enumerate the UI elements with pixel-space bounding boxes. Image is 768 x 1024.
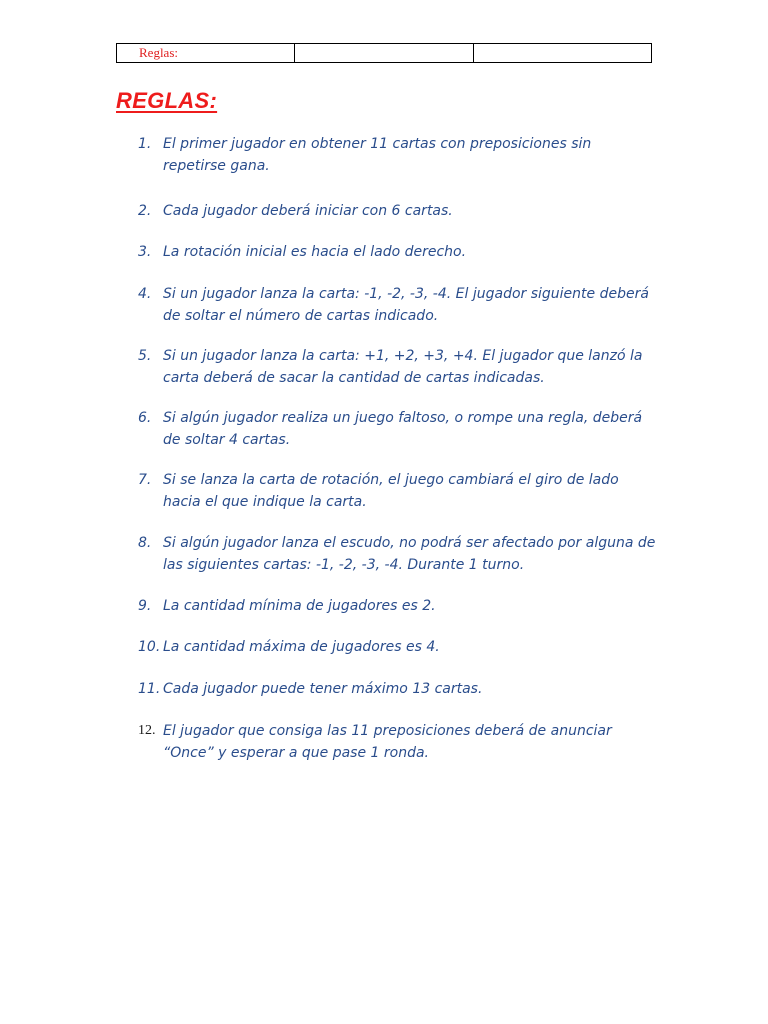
rule-item-7 (138, 469, 658, 513)
rule-text: La cantidad mínima de jugadores es 2. (163, 598, 436, 614)
rule-item-3 (138, 241, 658, 263)
rule-number: 10. (138, 639, 161, 655)
rule-item-9 (138, 595, 658, 617)
rule-number: 9. (138, 598, 152, 614)
rule-item-4 (138, 283, 658, 327)
rule-number: 4. (138, 286, 152, 302)
rule-number: 3. (138, 244, 152, 260)
header-cell-reglas: Reglas: (117, 44, 295, 63)
rule-text: La cantidad máxima de jugadores es 4. (163, 639, 440, 655)
rule-text: El primer jugador en obtener 11 cartas con preposiciones sin repetirse gana. (163, 136, 592, 174)
rule-text: Si se lanza la carta de rotación, el juego cambiará el giro de lado hacia el que indique la carta. (163, 472, 619, 510)
rule-text: Si un jugador lanza la carta: +1, +2, +3, +4. El jugador que lanzó la carta deberá de sacar la cantidad de cartas indicadas. (163, 348, 643, 386)
rule-item-8 (138, 532, 658, 576)
rule-number: 2. (138, 203, 152, 219)
rule-text: La rotación inicial es hacia el lado derecho. (163, 244, 467, 260)
rule-item-11 (138, 678, 658, 700)
rule-number: 6. (138, 410, 152, 426)
rules-heading: REGLAS: (116, 88, 218, 113)
rule-item-2 (138, 200, 658, 222)
rule-text: Si algún jugador lanza el escudo, no podrá ser afectado por alguna de las siguientes cartas: -1, -2, -3, -4. Durante 1 turno. (163, 535, 656, 573)
rule-text: Cada jugador deberá iniciar con 6 cartas. (163, 203, 453, 219)
rule-item-6 (138, 407, 658, 451)
rule-item-5 (138, 345, 658, 389)
rule-text: Cada jugador puede tener máximo 13 cartas. (163, 681, 483, 697)
rule-text: Si algún jugador realiza un juego faltoso, o rompe una regla, deberá de soltar 4 cartas. (163, 410, 643, 448)
rule-number: 8. (138, 535, 152, 551)
rule-item-1 (138, 133, 658, 177)
rule-number: 12. (138, 723, 156, 738)
rule-item-12 (138, 720, 658, 764)
rule-item-10 (138, 636, 658, 658)
rule-number: 11. (138, 681, 161, 697)
rule-number: 7. (138, 472, 152, 488)
rule-number: 1. (138, 136, 152, 152)
rule-number: 5. (138, 348, 152, 364)
rule-text: Si un jugador lanza la carta: -1, -2, -3, -4. El jugador siguiente deberá de soltar el número de cartas indicado. (163, 286, 649, 324)
rule-text: El jugador que consiga las 11 preposiciones deberá de anunciar “Once” y esperar a que pase 1 ronda. (163, 723, 612, 761)
